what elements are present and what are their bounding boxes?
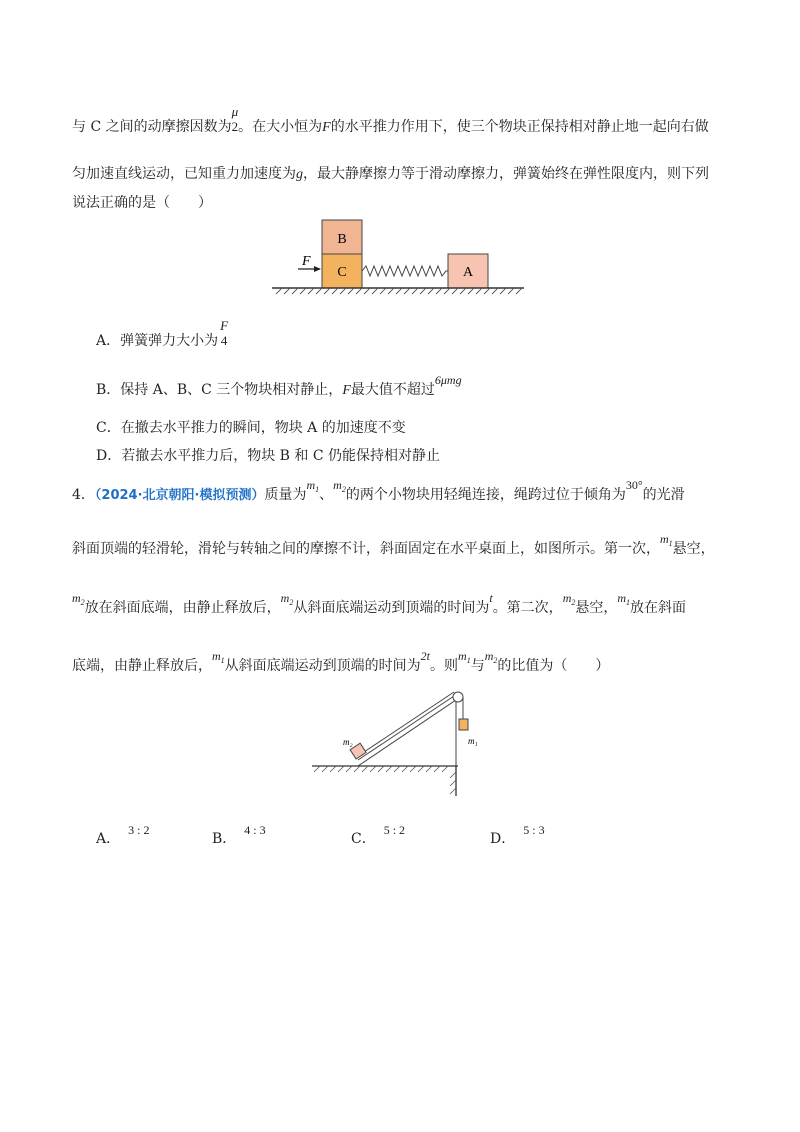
q3-line-1 [72,104,709,142]
blocks-spring-figure [268,216,528,298]
option-label: D． [490,831,516,847]
fraction-denominator: 2 [231,119,239,134]
force-label: F [302,254,311,269]
q3-text: 说法正确的是（ ） [72,195,212,211]
q3-text: 。在大小恒为 [238,119,323,135]
question-number: 4． [72,487,95,503]
q4-text: 与 [470,658,485,674]
m1-symbol: $m_1$ [458,649,471,665]
q4-line-3 [72,591,687,619]
angle-value: 30° [625,478,643,492]
mass-m1-block [459,719,468,730]
q3-option-A [96,318,229,356]
block-C-label: C [337,265,347,280]
q3-option-D [96,447,440,465]
q3-text: 的水平推力作用下，使三个物块正保持相对静止地一起向右做 [330,119,709,135]
m2-symbol: $m_2$ [280,591,294,607]
q3-text: 匀加速直线运动，已知重力加速度为 [72,166,296,182]
option-text: A．弹簧弹力大小为 [96,333,219,349]
spring [362,266,448,276]
time-2t: 2t [420,649,431,663]
block-A-label: A [462,265,474,280]
q4-line-2 [72,532,715,560]
option-text: 最大值不超过 [350,382,435,398]
option-value: 3 : 2 [128,823,150,837]
q4-text: 放在斜面底端，由静止释放后， [84,600,281,616]
m2-symbol: $m_2$ [72,591,85,607]
option-text: C．在撤去水平推力的瞬间，物块 A 的加速度不变 [96,420,406,436]
incline-pulley-figure [308,688,488,800]
variable-g: g [296,167,303,182]
q3-text: 与 C 之间的动摩擦因数为 [72,119,232,135]
q4-line-1 [72,478,685,506]
q4-text: 悬空， [575,600,618,616]
q4-text: 、 [319,487,334,503]
max-value-expression: 6μmg [434,373,462,387]
option-label: B． [212,831,237,847]
q4-text: 底端，由静止释放后， [72,658,212,674]
fraction-numerator: μ [231,104,239,119]
q4-option-D [490,823,545,848]
q4-text: 。第二次， [492,600,563,616]
option-label: A． [96,831,121,847]
mass-m2-label: m₂ [343,737,353,747]
block-B-label: B [337,232,347,247]
question-source: （2024·北京朝阳·模拟预测） [94,488,265,503]
q4-text: 的比值为（ ） [497,658,610,674]
q4-option-C [351,823,406,848]
mass-m1-label: m₁ [468,736,478,746]
q3-option-B [96,373,462,400]
m1-symbol: $m_1$ [660,532,673,548]
table-hatch [314,766,456,794]
option-text: D．若撤去水平推力后，物块 B 和 C 仍能保持相对静止 [96,448,441,464]
q4-text: 。则 [430,658,459,674]
m2-symbol: $m_2$ [484,649,498,665]
q3-line-3 [72,194,212,212]
fraction-numerator: F [220,318,229,333]
q4-text: 悬空， [672,541,715,557]
pulley [453,692,463,702]
q4-text: 质量为 [264,487,307,503]
m1-symbol: $m_1$ [212,649,225,665]
option-text: B．保持 A、B、C 三个物块相对静止， [96,382,343,398]
m2-symbol: $m_2$ [333,478,346,494]
q4-text: 放在斜面 [630,600,687,616]
ground-hatch [276,288,522,294]
m1-symbol: $m_1$ [617,591,631,607]
q4-text: 从斜面底端运动到顶端的时间为 [224,658,421,674]
force-arrowhead [314,266,321,272]
option-label: C． [351,831,376,847]
q4-text: 的两个小物块用轻绳连接，绳跨过位于倾角为 [345,487,626,503]
variable-F: F [322,120,331,135]
q3-line-2 [72,165,709,184]
q4-text: 斜面顶端的轻滑轮，滑轮与转轴之间的摩擦不计，斜面固定在水平桌面上，如图所示。第一次， [72,541,660,557]
m2-symbol: $m_2$ [562,591,576,607]
q3-option-C [96,419,406,437]
q4-option-B [212,823,266,848]
q4-option-A [96,823,150,848]
variable-F: F [342,383,351,398]
q4-text: 的光滑 [642,487,685,503]
option-value: 5 : 2 [383,823,406,837]
F-over-4-fraction [220,318,228,348]
option-value: 5 : 3 [523,823,545,837]
mu-over-2-fraction [232,104,239,134]
q3-text: ，最大静摩擦力等于滑动摩擦力，弹簧始终在弹性限度内，则下列 [303,166,709,182]
incline [358,700,456,766]
m1-symbol: $m_1$ [306,478,320,494]
time-t: t [489,591,493,605]
q4-line-4 [72,649,610,677]
fraction-denominator: 4 [220,333,228,348]
q4-text: 从斜面底端运动到顶端的时间为 [293,600,490,616]
option-value: 4 : 3 [244,823,266,837]
